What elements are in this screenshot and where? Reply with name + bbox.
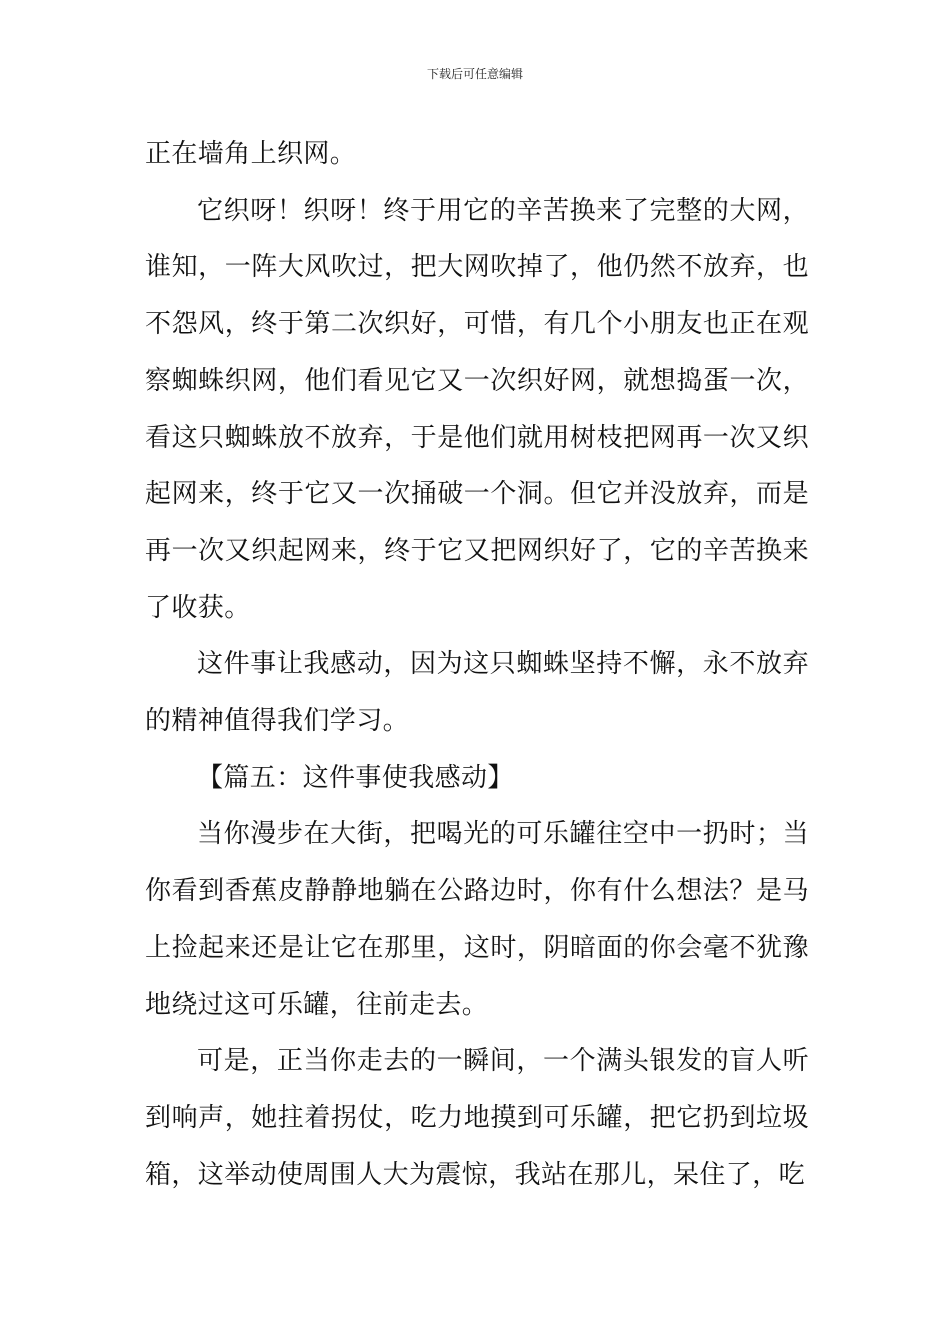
section-heading: 【篇五：这件事使我感动】 xyxy=(197,762,514,793)
paragraph-2: 它织呀！织呀！终于用它的辛苦换来了完整的大网，谁知，一阵大风吹过，把大网吹掉了，他仍然不放弃，也不怨风，终于第二次织好，可惜，有几个小朋友也正在观察蜘蛛织网，他们看见它又一次织好网，就想捣蛋一次，看这只蜘蛛放不放弃，于是他们就用树枝把网再一次又织起网来，终于它又一次捅破一个洞。但它并没放弃，而是再一次又织起网来，终于它又把网织好了，它的辛苦换来了收获。 xyxy=(145,195,809,623)
document-body xyxy=(145,126,809,1203)
paragraph-3: 这件事让我感动，因为这只蜘蛛坚持不懈，永不放弃的精神值得我们学习。 xyxy=(145,649,809,737)
paragraph-5: 可是，正当你走去的一瞬间，一个满头银发的盲人听到响声，她拄着拐仗，吃力地摸到可乐罐，把它扔到垃圾箱，这举动使周围人大为震惊，我站在那儿，呆住了，吃 xyxy=(145,1046,809,1190)
page-header: 下载后可任意编辑 xyxy=(426,67,523,81)
paragraph-4: 当你漫步在大街，把喝光的可乐罐往空中一扔时；当你看到香蕉皮静静地躺在公路边时，你有什么想法？是马上捡起来还是让它在那里，这时，阴暗面的你会毫不犹豫地绕过这可乐罐，往前走去。 xyxy=(145,819,809,1020)
paragraph-1: 正在墙角上织网。 xyxy=(145,139,357,169)
